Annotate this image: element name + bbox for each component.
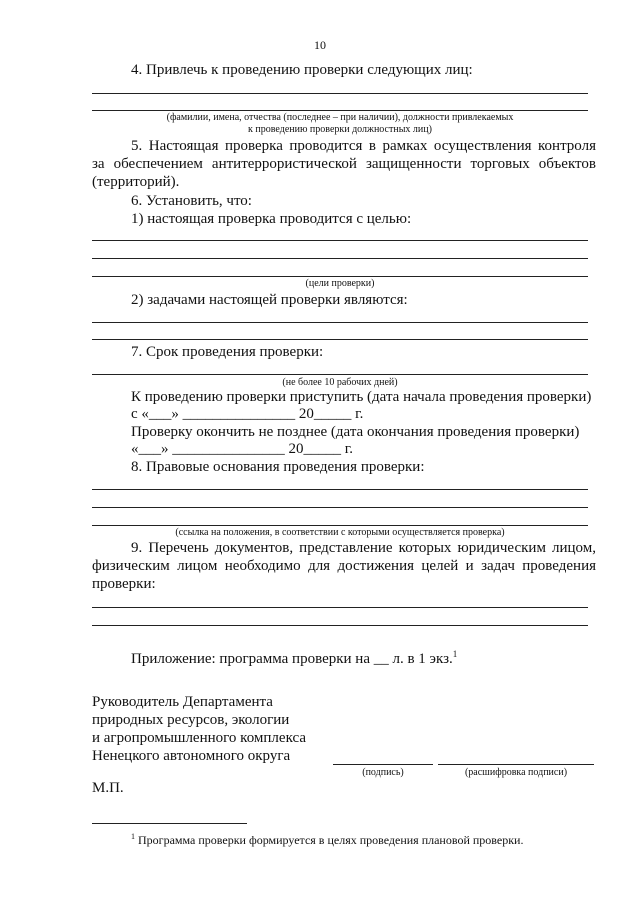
item4-text: 4. Привлечь к проведению проверки следующих лиц: [131,62,473,78]
item5-line2-text: за обеспечением антитеррористической защищенности торговых объектов [92,156,596,172]
item6-text: 6. Установить, что: [131,193,252,209]
attachment-line [131,646,457,668]
item6-sub1: 1) настоящая проверка проводится с целью: [131,211,412,227]
blank-line [92,276,588,277]
decryption-hint: (расшифровка подписи) [464,767,568,778]
end-line: Проверку окончить не позднее (дата окончания проведения проверки) [131,424,580,440]
item8-text: 8. Правовые основания проведения проверки: [131,459,425,475]
footnote [131,830,523,847]
blank-line [92,607,588,608]
item9-line1-text: 9. Перечень документов, представление которых юридическим лицом, [131,540,596,556]
signature-hint: (подпись) [362,767,404,778]
blank-line [92,110,588,111]
blank-line [92,93,588,94]
item6-sub2: 2) задачами настоящей проверки являются: [131,292,408,308]
stamp-label: М.П. [92,780,124,796]
blank-line [92,322,588,323]
item9-line2 [92,558,596,575]
start-date: с «___» _______________ 20_____ г. [131,406,364,422]
signature-line [333,764,433,765]
blank-line [92,374,588,375]
item5-line2 [92,156,596,173]
footnote-text: Программа проверки формируется в целях проведения плановой проверки. [138,833,524,847]
signatory-line1: Руководитель Департамента [92,694,273,710]
blank-line [92,339,588,340]
start-line: К проведению проверки приступить (дата начала проведения проверки) [131,389,592,405]
goals-hint: (цели проверки) [305,278,375,289]
footnote-ref: 1 [452,649,458,659]
basis-hint: (ссылка на положения, в соответствии с которыми осуществляется проверка) [175,527,505,538]
blank-line [92,258,588,259]
item9-line2-text: физическим лицом необходимо для достижения целей и задач проведения [92,558,596,574]
signatory-line2: природных ресурсов, экологии [92,712,290,728]
decryption-line [438,764,594,765]
item5-line1 [131,138,596,155]
blank-line [92,525,588,526]
item9-line3: проверки: [92,576,156,592]
blank-line [92,240,588,241]
item7-text: 7. Срок проведения проверки: [131,344,324,360]
item4-hint-1: (фамилии, имена, отчества (последнее – при наличии), должности привлекаемых [166,112,514,123]
footnote-mark: 1 [131,832,135,841]
attachment-text: Приложение: программа проверки на __ л. в 1 экз. [131,651,453,667]
item5-line1-text: 5. Настоящая проверка проводится в рамках осуществления контроля [131,138,596,154]
duration-hint: (не более 10 рабочих дней) [282,377,398,388]
footnote-separator [92,823,247,824]
page-number: 10 [314,38,326,52]
item4-hint-2: к проведению проверки должностных лиц) [248,124,432,135]
end-date: «___» _______________ 20_____ г. [131,441,353,457]
blank-line [92,507,588,508]
blank-line [92,625,588,626]
signatory-line3: и агропромышленного комплекса [92,730,306,746]
item5-line3: (территорий). [92,174,180,190]
blank-line [92,489,588,490]
item9-line1 [131,540,596,557]
signatory-line4: Ненецкого автономного округа [92,748,291,764]
